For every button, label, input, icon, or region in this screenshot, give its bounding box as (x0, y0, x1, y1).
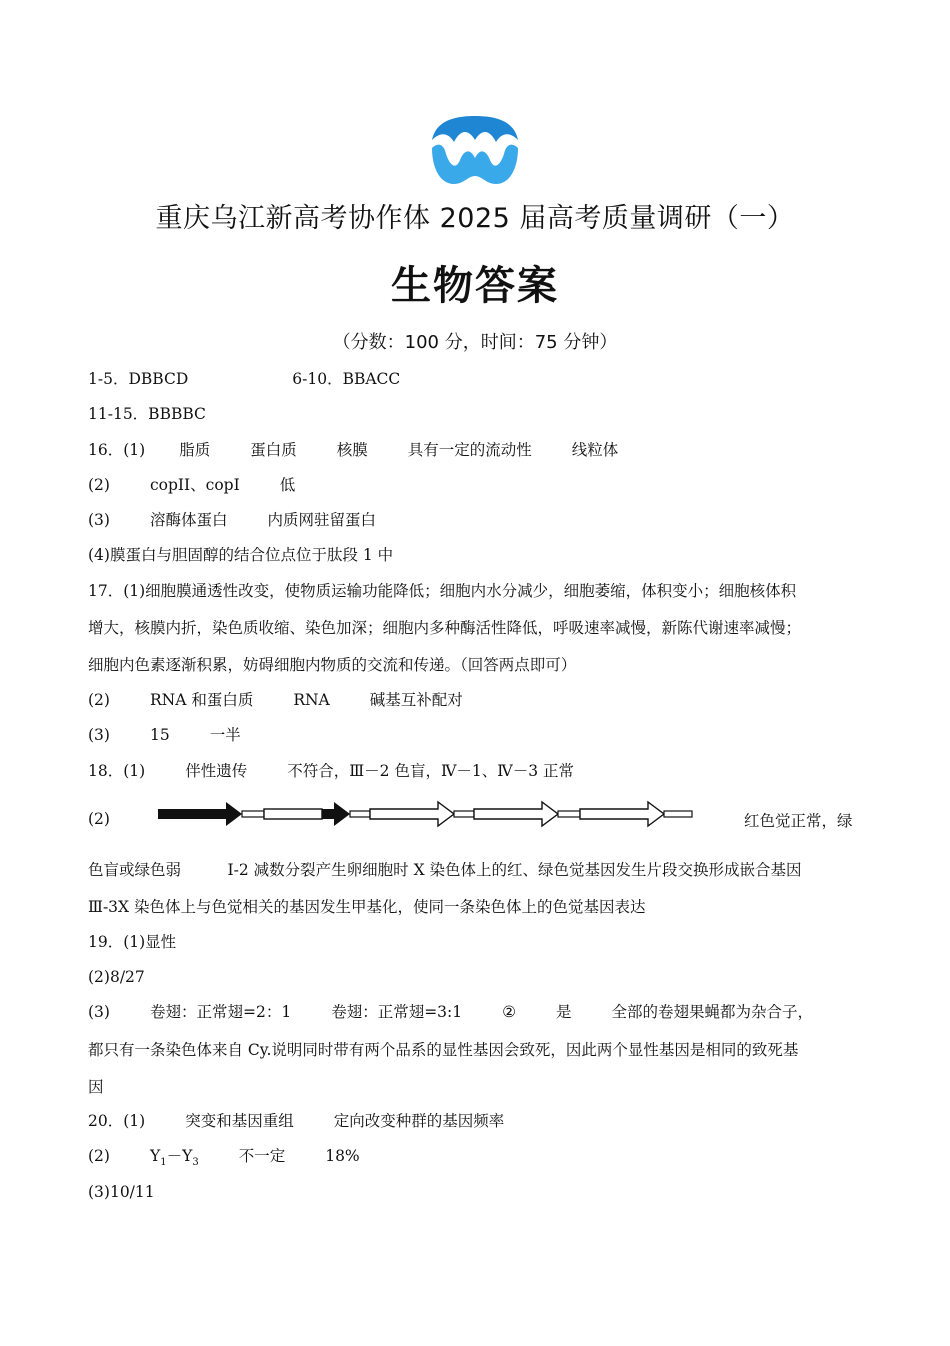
white-gene-segment (264, 809, 322, 819)
q19-line5: 因 (88, 1078, 104, 1096)
linker-segment (664, 811, 692, 817)
q20-part3: (3)10/11 (88, 1183, 155, 1201)
black-gene-arrow-1 (158, 802, 242, 826)
white-gene-arrow-1 (370, 802, 454, 826)
q17-part3: (3) 15 一半 (88, 726, 241, 744)
wujiang-logo (426, 114, 524, 186)
q19-line4: 都只有一条染色体来自 Cy.说明同时带有两个品系的显性基因会致死，因此两个显性基因是相同的致死基 (88, 1041, 799, 1059)
q16-part2: (2) copII、copI 低 (88, 476, 296, 494)
q18-line4: Ⅲ-3X 染色体上与色觉相关的基因发生甲基化，使同一条染色体上的色觉基因表达 (88, 898, 646, 916)
q20-part1: 20．(1) 突变和基因重组 定向改变种群的基因频率 (88, 1112, 505, 1130)
q16-part3: (3) 溶酶体蛋白 内质网驻留蛋白 (88, 511, 376, 529)
q20-part2: (2) $Y_1-Y_3$ 不一定 18% (88, 1147, 360, 1169)
linker-segment (350, 811, 370, 817)
document-title: 重庆乌江新高考协作体 2025 届高考质量调研（一） (155, 203, 795, 234)
linker-segment (558, 811, 580, 817)
q18-part1: 18．(1) 伴性遗传 不符合，Ⅲ－2 色盲，Ⅳ－1、Ⅳ－3 正常 (88, 762, 575, 780)
gene-arrow-diagram (156, 800, 696, 828)
white-gene-arrow-2 (474, 802, 558, 826)
q18-part2-tail: 红色觉正常，绿 (744, 812, 853, 830)
mc-answers-2: 11-15．BBBBC (88, 405, 206, 423)
q17-part2: (2) RNA 和蛋白质 RNA 碱基互补配对 (88, 691, 463, 709)
q19-part1: 19．(1)显性 (88, 933, 177, 951)
white-gene-arrow-3 (580, 802, 664, 826)
q17-line3: 细胞内色素逐渐积累，妨碍细胞内物质的交流和传递。（回答两点即可） (88, 656, 577, 674)
linker-segment (242, 811, 264, 817)
q19-part2: (2)8/27 (88, 968, 145, 986)
q19-part3: (3) 卷翅：正常翅=2：1 卷翅：正常翅=3:1 ② 是 全部的卷翅果蝇都为杂合子， (88, 1003, 814, 1021)
q18-part2-label: (2) (88, 810, 110, 828)
q17-line1: 17．(1)细胞膜通透性改变，使物质运输功能降低；细胞内水分减少，细胞萎缩，体积变小；细胞核体积 (88, 582, 797, 600)
mc-answers-1: 1-5．DBBCD 6-10．BBACC (88, 370, 401, 388)
linker-segment (454, 811, 474, 817)
subject-title: 生物答案 (391, 263, 559, 309)
q16-part1: 16．(1) 脂质 蛋白质 核膜 具有一定的流动性 线粒体 (88, 441, 619, 459)
exam-meta: （分数：100 分，时间：75 分钟） (332, 332, 618, 353)
black-gene-arrow-2 (322, 802, 350, 826)
q18-line3: 色盲或绿色弱 Ⅰ-2 减数分裂产生卵细胞时 X 染色体上的红、绿色觉基因发生片段交换形成嵌合基因 (88, 861, 802, 879)
q16-part4: (4)膜蛋白与胆固醇的结合位点位于肽段 1 中 (88, 546, 394, 564)
q17-line2: 增大，核膜内折，染色质收缩、染色加深；细胞内多种酶活性降低，呼吸速率减慢，新陈代谢速率减慢； (88, 619, 802, 637)
